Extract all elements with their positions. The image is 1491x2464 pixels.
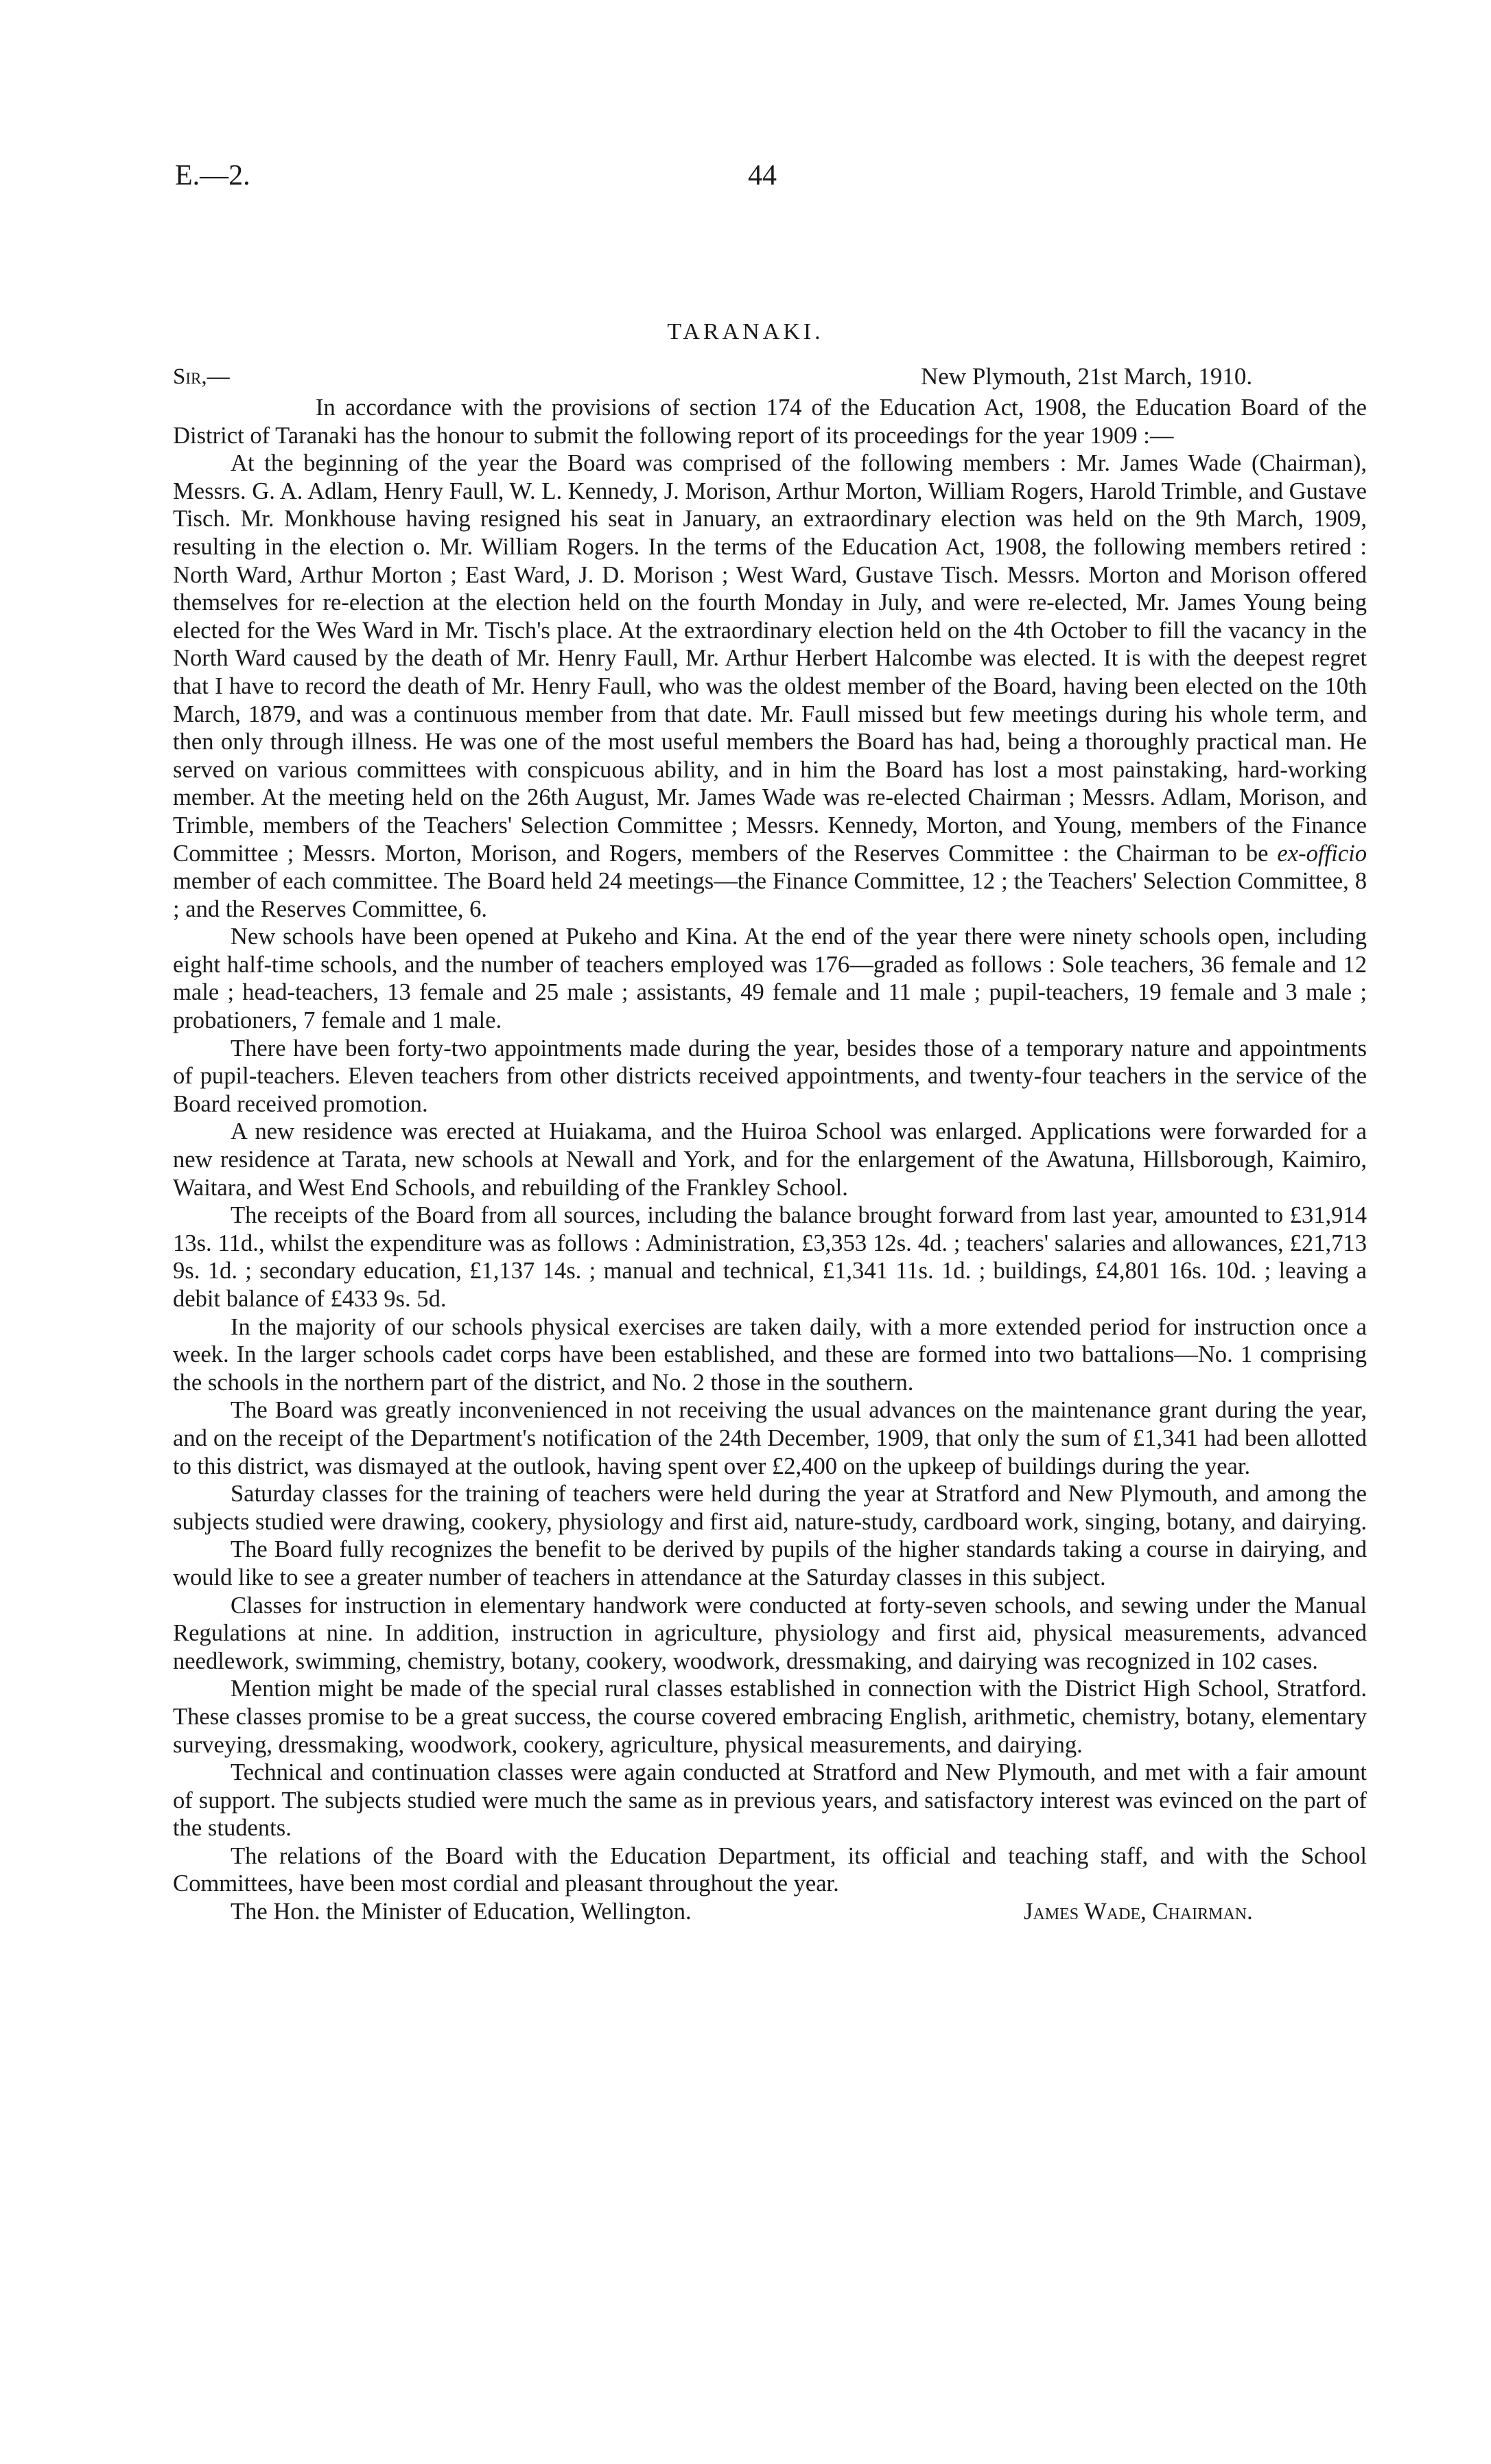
salutation: Sir,— (173, 364, 230, 389)
paragraph-appointments: There have been forty-two appointments made during the year, besides those of a temporary nature and appointments of pupil-teachers. Eleven teachers from other districts received appointments, and twenty-four teachers in the service of the Board received promotion. (173, 1035, 1367, 1117)
paragraph-buildings: A new residence was erected at Huiakama, and the Huiroa School was enlarged. Applications were forwarded for a new residence at Tarata, new schools at Newall and York, and for the enlargement of the Awatuna, Hillsborough, Kaimiro, Waitara, and West End Schools, and rebuilding of the Frankley School. (173, 1118, 1367, 1201)
place-and-date: New Plymouth, 21st March, 1910. (921, 363, 1253, 390)
closing (173, 1898, 1367, 1927)
paragraph-finances: The receipts of the Board from all sources, including the balance brought forward from last year, amounted to £31,914 13s. 11d., whilst the expenditure was as follows : Administration, £3,353 12s. 4d. ; teachers' salaries and allowances, £21,713 9s. 1d. ; secondary education, £1,137 14s. ; manual and technical, £1,341 11s. 1d. ; buildings, £4,801 16s. 10d. ; leaving a debit balance of £433 9s. 5d. (173, 1202, 1367, 1312)
paragraph-handwork: Classes for instruction in elementary handwork were conducted at forty-seven schools, and sewing under the Manual Regulations at nine. In addition, instruction in agriculture, physiology and first aid, physical measurements, advanced needlework, swimming, chemistry, botany, cookery, woodwork, dressmaking, and dairying was recognized in 102 cases. (173, 1592, 1367, 1674)
paragraph-intro: In accordance with the provisions of section 174 of the Education Act, 1908, the Education Board of the District of Taranaki has the honour to submit the following report of its proceedings for the year 1909 :— (173, 395, 1367, 449)
report-title: TARANAKI. (667, 319, 824, 344)
ex-officio-term: ex-officio (1277, 840, 1367, 867)
paragraph-saturday-classes: Saturday classes for the training of teachers were held during the year at Stratford and New Plymouth, and among the subjects studied were drawing, cookery, physiology and first aid, nature-study, cardboard work, singing, botany, and dairying. (173, 1481, 1367, 1535)
document-reference: E.—2. (175, 160, 250, 191)
paragraph-relations: The relations of the Board with the Education Department, its official and teaching staff, and with the School Committees, have been most cordial and pleasant throughout the year. (173, 1842, 1367, 1897)
addressee: The Hon. the Minister of Education, Wellington. (231, 1899, 692, 1925)
paragraph-physical-exercises: In the majority of our schools physical exercises are taken daily, with a more extended period for instruction once a week. In the larger schools cadet corps have been established, and these are formed into two battalions—No. 1 comprising the schools in the northern part of the district, and No. 2 those in the southern. (173, 1313, 1367, 1396)
paragraph-board-members: At the beginning of the year the Board was comprised of the following members : Mr. James Wade (Chairman), Messrs. G. A. Adlam, Henry Faull, W. L. Kennedy, J. Morison, Arthur Morton, William Rogers, Harold Trimble, and Gustave Tisch. Mr. Monkhouse having resigned his seat in January, an extraordinary election was held on the 9th March, 1909, resulting in the election o. Mr. William Rogers. In the terms of the Education Act, 1908, the following members retired : North Ward, Arthur Morton ; East Ward, J. D. Morison ; West Ward, Gustave Tisch. Messrs. Morton and Morison offered themselves for re-election at the election held on the fourth Monday in July, and were re-elected, Mr. James Young being elected for the Wes Ward in Mr. Tisch's place. At the extraordinary election held on the 4th October to fill the vacancy in the North Ward caused by the death of Mr. Henry Faull, Mr. Arthur Herbert Halcombe was elected. It is with the deepest regret that I have to record the death of Mr. Henry Faull, who was the oldest member of the Board, having been elected on the 10th March, 1879, and was a continuous member from that date. Mr. Faull missed but few meetings during his whole term, and then only through illness. He was one of the most useful members the Board has had, being a thoroughly practical man. He served on various committees with conspicuous ability, and in him the Board has lost a most painstaking, hard-working member. At the meeting held on the 26th August, Mr. James Wade was re-elected Chairman ; Messrs. Adlam, Morison, and Trimble, members of the Teachers' Selection Committee ; Messrs. Kennedy, Morton, and Young, members of the Finance Committee ; Messrs. Morton, Morison, and Rogers, members of the Reserves Committee : the Chairman to be ex-officio member of each committee. The Board held 24 meetings—the Finance Committee, 12 ; the Teachers' Selection Committee, 8 ; and the Reserves Committee, 6. (173, 450, 1367, 922)
page-number: 44 (748, 160, 777, 191)
signature: James Wade, Chairman. (1024, 1899, 1253, 1925)
paragraph-technical-classes: Technical and continuation classes were again conducted at Stratford and New Plymouth, and met with a fair amount of support. The subjects studied were much the same as in previous years, and satisfactory interest was evinced on the part of the students. (173, 1759, 1367, 1842)
paragraph-schools-teachers: New schools have been opened at Pukeho and Kina. At the end of the year there were ninety schools open, including eight half-time schools, and the number of teachers employed was 176—graded as follows : Sole teachers, 36 female and 12 male ; head-teachers, 13 female and 25 male ; assistants, 49 female and 11 male ; pupil-teachers, 19 female and 3 male ; probationers, 7 female and 1 male. (173, 924, 1367, 1034)
report-body (173, 394, 1367, 1927)
paragraph-dairying: The Board fully recognizes the benefit to be derived by pupils of the higher standards taking a course in dairying, and would like to see a greater number of teachers in attendance at the Saturday classes in this subject. (173, 1536, 1367, 1591)
paragraph-rural-classes: Mention might be made of the special rural classes established in connection with the District High School, Stratford. These classes promise to be a great success, the course covered embracing English, arithmetic, chemistry, botany, elementary surveying, dressmaking, woodwork, cookery, agriculture, physical measurements, and dairying. (173, 1676, 1367, 1758)
paragraph-maintenance-grant: The Board was greatly inconvenienced in not receiving the usual advances on the maintenance grant during the year, and on the receipt of the Department's notification of the 24th December, 1909, that only the sum of £1,341 had been allotted to this district, was dismayed at the outlook, having spent over £2,400 on the upkeep of buildings during the year. (173, 1397, 1367, 1479)
